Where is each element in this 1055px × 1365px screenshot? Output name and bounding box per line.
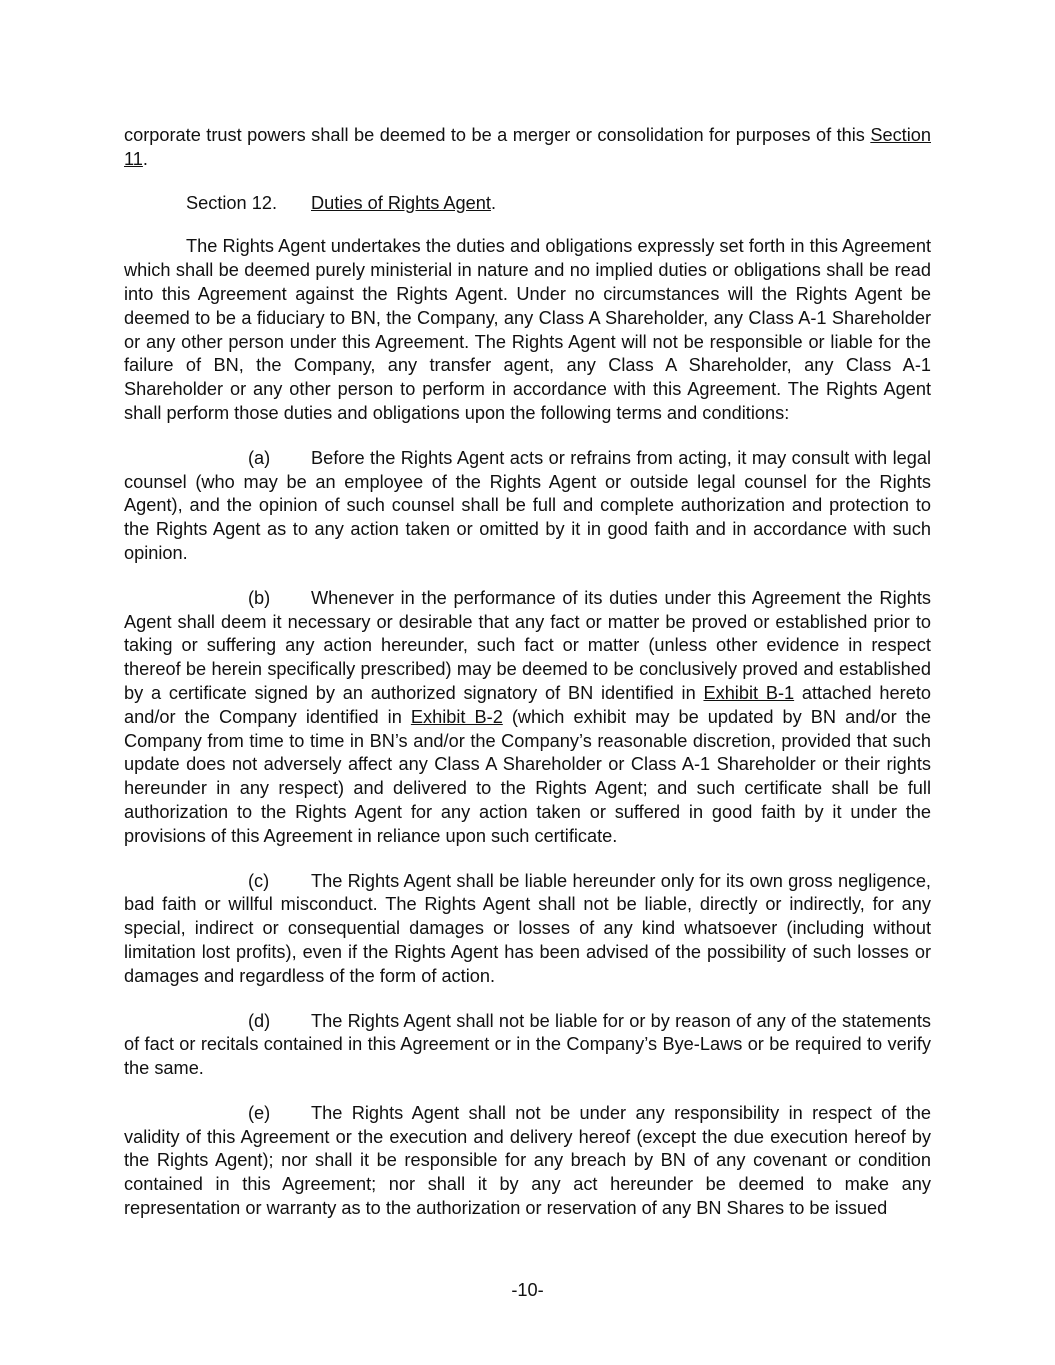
clause-b-text-3: (which exhibit may be updated by BN and/or the Company from time to time in BN’s and/or the Company’s reasonable discretion, provided that such update does not adversely affect any Class A Shareholder or Class A-1 Shareholder or their rights hereunder in any respect) and delivered to the Rights Agent; and such certificate shall be full authorization to the Rights Agent for any action taken or suffered in good faith by it under the provisions of this Agreement in reliance upon such certificate.: [124, 706, 931, 846]
clause-b-text-1: Whenever in the performance of its duties under this Agreement the Rights Agent shall deem it necessary or desirable that any fact or matter be proved or established prior to taking or suffering any action hereunder, such fact or matter (unless other evidence in respect thereof be herein specifically prescribed) may be deemed to be conclusively proved and established by a certificate signed by an authorized signatory of BN identified in: [124, 587, 931, 703]
clause-c-tag: (c): [248, 870, 270, 891]
clause-b: [124, 587, 931, 849]
clause-e-tag: (e): [248, 1102, 271, 1123]
section-title: Duties of Rights Agent: [311, 192, 491, 213]
section-heading: [124, 192, 931, 216]
clause-a: [124, 447, 931, 566]
section-number: Section 12.: [186, 192, 277, 213]
clause-b-tag: (b): [248, 587, 271, 608]
document-page: [124, 124, 931, 1221]
clause-c-text: The Rights Agent shall be liable hereunder only for its own gross negligence, bad faith or willful misconduct. The Rights Agent shall not be liable, directly or indirectly, for any special, indirect or consequential damages or losses of any kind whatsoever (including without limitation lost profits), even if the Rights Agent has been advised of the possibility of such losses or damages and regardless of the form of action.: [124, 870, 931, 986]
clause-b-text-2: attached hereto and/or the Company identified in: [124, 682, 931, 727]
clause-e-text: The Rights Agent shall not be under any responsibility in respect of the validity of this Agreement or the execution and delivery hereof (except the due execution hereof by the Rights Agent); nor shall it be responsible for any breach by BN of any covenant or condition contained in this Agreement; nor shall it by any act hereunder be deemed to make any representation or warranty as to the authorization or reservation of any BN Shares to be issued: [124, 1102, 931, 1219]
exhibit-b2-reference: Exhibit B-2: [410, 706, 503, 727]
clause-a-tag: (a): [248, 447, 271, 468]
continuation-paragraph: [124, 124, 931, 172]
section-11-reference: Section 11: [124, 125, 931, 169]
page-number: -10-: [511, 1280, 544, 1300]
clause-d-text: The Rights Agent shall not be liable for or by reason of any of the statements of fact or recitals contained in this Agreement or in the Company’s Bye-Laws or be required to verify the same.: [124, 1010, 931, 1079]
section-title-period: .: [490, 192, 497, 213]
clause-c: [124, 870, 931, 989]
clause-d-tag: (d): [248, 1010, 271, 1031]
clause-e: [124, 1102, 931, 1221]
clause-d: [124, 1010, 931, 1081]
clause-a-text: Before the Rights Agent acts or refrains from acting, it may consult with legal counsel (who may be an employee of the Rights Agent or outside legal counsel for the Rights Agent), and the opinion of such counsel shall be full and complete authorization and protection to the Rights Agent as to any action taken or omitted by it in good faith and in accordance with such opinion.: [124, 447, 931, 563]
intro-paragraph: The Rights Agent undertakes the duties and obligations expressly set forth in this Agreement which shall be deemed purely ministerial in nature and no implied duties or obligations shall be read into this Agreement against the Rights Agent. Under no circumstances will the Rights Agent be deemed to be a fiduciary to BN, the Company, any Class A Shareholder, any Class A-1 Shareholder or any other person under this Agreement. The Rights Agent will not be responsible or liable for the failure of BN, the Company, any transfer agent, any Class A Shareholder, any Class A-1 Shareholder or any other person to perform in accordance with this Agreement. The Rights Agent shall perform those duties and obligations upon the following terms and conditions:: [124, 236, 931, 423]
continuation-period: .: [142, 148, 148, 169]
exhibit-b1-reference: Exhibit B-1: [703, 682, 795, 703]
continuation-text: corporate trust powers shall be deemed to be a merger or consolidation for purposes of this: [124, 125, 871, 145]
